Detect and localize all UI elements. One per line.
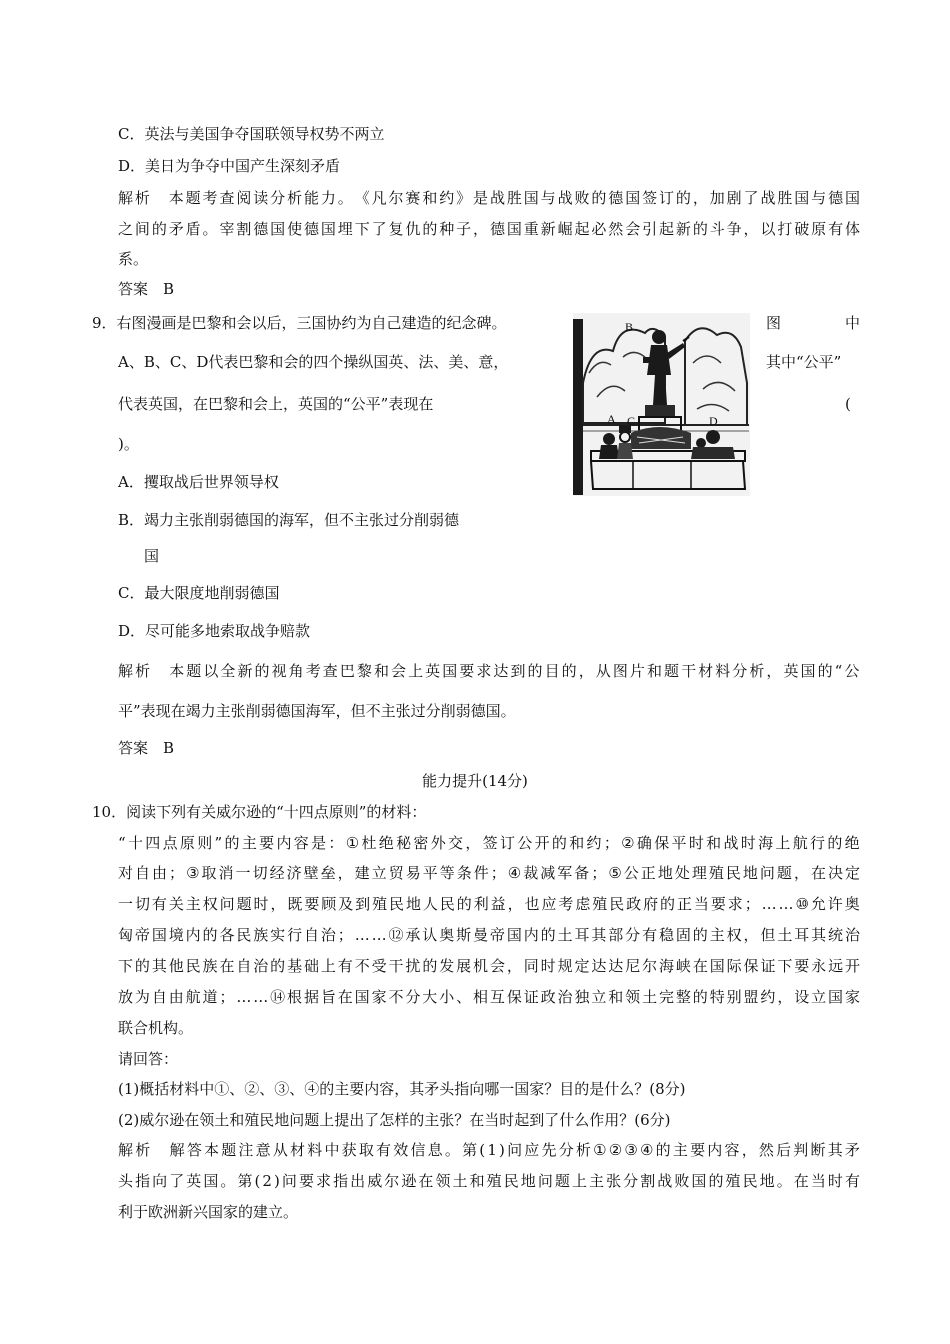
- q10-material-line: 放 为 自 由 航 道 ； … … ⑭ 根 据 旨 在 国 家 不 分 大 小 、 相 互 保 证 政 治 独 立 和 领 土 完 整 的 特 别 盟 约 ， 设 立 国 家: [118, 988, 860, 1006]
- q9-option-b: B．竭力主张削弱德国的海军，但不主张过分削弱德: [118, 511, 460, 529]
- q10-analysis-line: 利于欧洲新兴国家的建立。: [118, 1203, 299, 1221]
- q9-stem-line: A、B、C、D代表巴黎和会的四个操纵国英、法、美、意，: [118, 353, 509, 371]
- q8-analysis-line: 解 析 本 题 考 查 阅 读 分 析 能 力 。 《 凡 尔 赛 和 约 》 是 战 胜 国 与 战 败 的 德 国 签 订 的 ， 加 剧 了 战 胜 国 与 德 国: [118, 189, 860, 207]
- cartoon-label-d: D: [709, 414, 718, 428]
- q9-stem-line: 代表英国，在巴黎和会上，英国的“公平”表现在: [118, 395, 434, 413]
- q10-analysis-line: 头 指 向 了 英 国 。 第 ( 2 ) 问 要 求 指 出 威 尔 逊 在 领 土 和 殖 民 地 问 题 上 主 张 分 割 战 败 国 的 殖 民 地 。 在 当 时 有: [118, 1172, 860, 1190]
- q8-option-c: C．英法与美国争夺国联领导权势不两立: [118, 125, 385, 143]
- cartoon-label-c: C: [627, 414, 636, 428]
- monument-cartoon: [573, 313, 750, 496]
- q9-stem-line: 9．右图漫画是巴黎和会以后，三国协约为自己建造的纪念碑。: [92, 314, 507, 332]
- q10-material-line: 对 自 由 ； ③ 取 消 一 切 经 济 壁 垒 ， 建 立 贸 易 平 等 条 件 ； ④ 裁 减 军 备 ； ⑤ 公 正 地 处 理 殖 民 地 问 题 ， 在 决 定: [118, 864, 860, 882]
- cartoon-label-b: B: [625, 320, 634, 334]
- q10-stem: 10．阅读下列有关威尔逊的“十四点原则”的材料：: [92, 803, 427, 821]
- q10-material-line: “ 十 四 点 原 则 ” 的 主 要 内 容 是 ： ① 杜 绝 秘 密 外 交 ， 签 订 公 开 的 和 约 ； ② 确 保 平 时 和 战 时 海 上 航 行 的 绝: [118, 834, 860, 852]
- q9-stem-fragment: 其中“公平”: [766, 353, 842, 371]
- q8-analysis-line: 之 间 的 矛 盾 。 宰 割 德 国 使 德 国 埋 下 了 复 仇 的 种 子 ， 德 国 重 新 崛 起 必 然 会 引 起 新 的 斗 争 ， 以 打 破 原 有 体: [118, 220, 860, 238]
- q10-subquestion-1: (1)概括材料中①、②、③、④的主要内容，其矛头指向哪一国家？目的是什么？(8分): [118, 1080, 686, 1098]
- q9-option-b-cont: 国: [144, 547, 160, 565]
- q9-stem-fragment: 中: [845, 314, 861, 332]
- q10-material-line: 匈 帝 国 境 内 的 各 民 族 实 行 自 治 ； … … ⑫ 承 认 奥 斯 曼 帝 国 内 的 土 耳 其 部 分 有 稳 固 的 主 权 ， 但 土 耳 其 统 治: [118, 926, 860, 944]
- q8-option-d: D．美日为争夺中国产生深刻矛盾: [118, 157, 341, 175]
- q9-option-a: A．攫取战后世界领导权: [118, 473, 279, 491]
- section-title: 能力提升(14分): [422, 772, 528, 790]
- q8-analysis-line: 系。: [118, 250, 149, 268]
- q9-answer: 答案 B: [118, 739, 175, 757]
- q9-analysis-line: 解 析 本 题 以 全 新 的 视 角 考 查 巴 黎 和 会 上 英 国 要 求 达 到 的 目 的 ， 从 图 片 和 题 干 材 料 分 析 ， 英 国 的 “ 公: [118, 662, 860, 680]
- cartoon-label-a: A: [607, 412, 616, 426]
- q9-option-c: C．最大限度地削弱德国: [118, 584, 280, 602]
- q8-answer: 答案 B: [118, 280, 175, 298]
- q9-option-d: D．尽可能多地索取战争赔款: [118, 622, 311, 640]
- q9-analysis-line: 平”表现在竭力主张削弱德国海军，但不主张过分削弱德国。: [118, 702, 516, 720]
- q10-analysis-line: 解 析 解 答 本 题 注 意 从 材 料 中 获 取 有 效 信 息 。 第 ( 1 ) 问 应 先 分 析 ① ② ③ ④ 的 主 要 内 容 ， 然 后 判 断 其 矛: [118, 1141, 860, 1159]
- q10-material-line: 一 切 有 关 主 权 问 题 时 ， 既 要 顾 及 到 殖 民 地 人 民 的 利 益 ， 也 应 考 虑 殖 民 政 府 的 正 当 要 求 ； … … ⑩ 允 许 奥: [118, 895, 860, 913]
- q10-prompt: 请回答：: [118, 1050, 179, 1068]
- q9-stem-line: )。: [118, 435, 139, 453]
- q9-answer-paren: (: [845, 395, 851, 413]
- q10-material-line: 联合机构。: [118, 1019, 194, 1037]
- q10-subquestion-2: (2)威尔逊在领土和殖民地问题上提出了怎样的主张？在当时起到了什么作用？(6分): [118, 1111, 671, 1129]
- q10-material-line: 下 的 其 他 民 族 在 自 治 的 基 础 上 有 不 受 干 扰 的 发 展 机 会 ， 同 时 规 定 达 达 尼 尔 海 峡 在 国 际 保 证 下 要 永 远 开: [118, 957, 860, 975]
- q9-stem-fragment: 图: [766, 314, 782, 332]
